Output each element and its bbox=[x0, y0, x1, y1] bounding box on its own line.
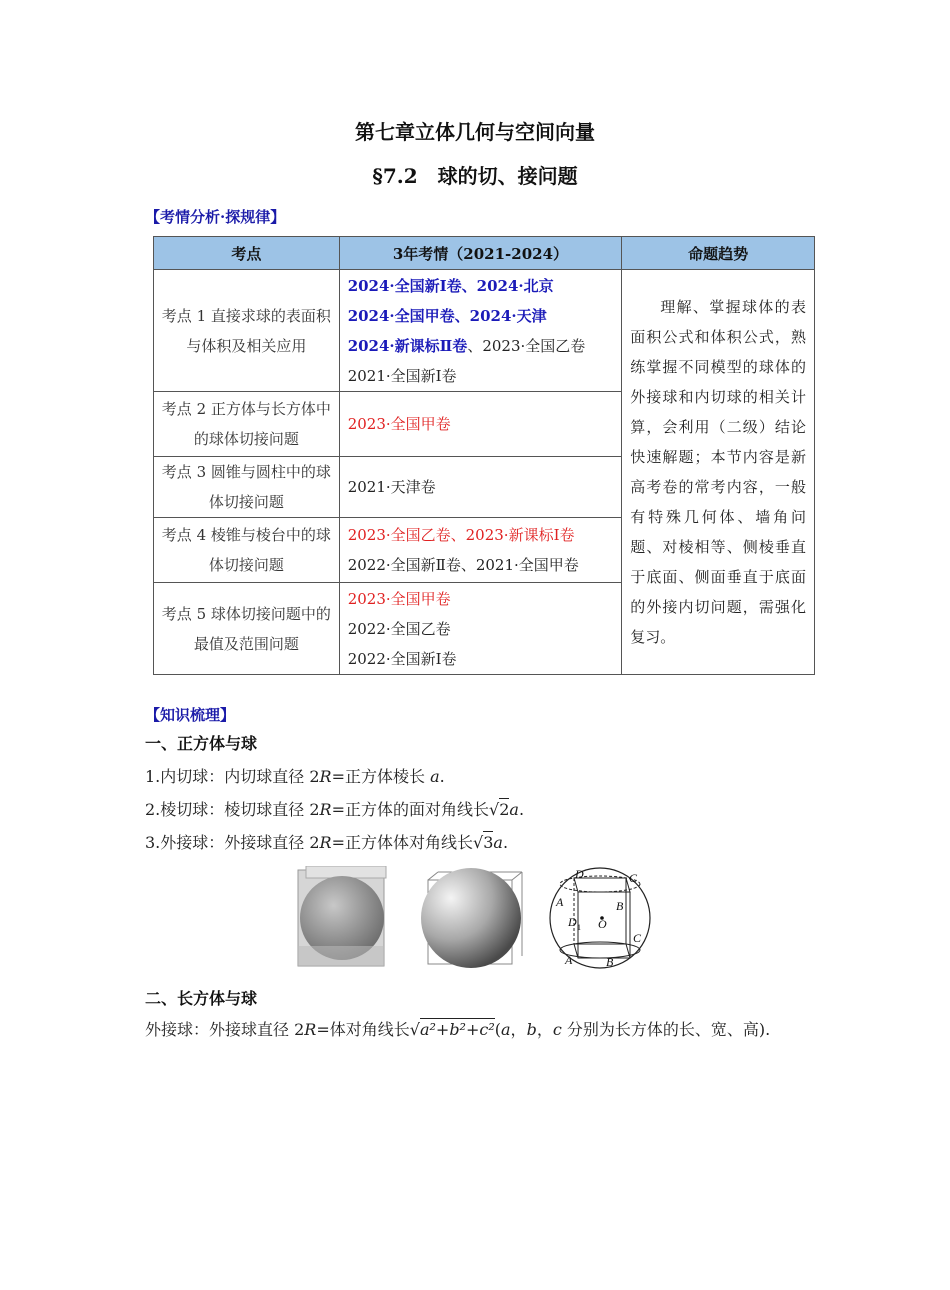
exam-cell bbox=[339, 270, 622, 392]
trend-text: 理解、掌握球体的表面积公式和体积公式，熟练掌握不同模型的球体的外接球和内切球的相关计算，会利用（二级）结论快速解题；本节内容是新高考卷的常考内容，一般有特殊几何体、墙角问题、对棱相等、侧棱垂直于底面、侧面垂直于底面的外接内切问题，需强化复习。 bbox=[630, 298, 806, 646]
cube-inscribed-line bbox=[145, 764, 445, 787]
cube-edge-sphere-line bbox=[145, 797, 524, 820]
table-row bbox=[154, 270, 815, 392]
exam-cell bbox=[339, 457, 622, 518]
radicand: 3 bbox=[483, 833, 494, 852]
label-C: C bbox=[633, 931, 642, 945]
period: . bbox=[439, 767, 445, 786]
kaodian-cell: 考点 1 直接求球的表面积与体积及相关应用 bbox=[154, 270, 340, 392]
text-segment: =正方体体对角线长 bbox=[331, 833, 474, 852]
label-B1: B bbox=[606, 955, 614, 969]
header-kaodian: 考点 bbox=[154, 237, 340, 270]
edge-sphere-figure bbox=[421, 868, 522, 968]
exam-table bbox=[153, 236, 815, 675]
text-segment: 3.外接球：外接球直径 2 bbox=[145, 833, 320, 852]
section-title: §7.2 球的切、接问题 bbox=[372, 164, 578, 188]
knowledge-label: 【知识梳理】 bbox=[145, 706, 236, 724]
label-A: A bbox=[556, 895, 564, 909]
cube-bottom-face bbox=[574, 944, 630, 958]
exam-line bbox=[348, 331, 614, 361]
var-R: R bbox=[304, 1020, 317, 1039]
var-a: a bbox=[509, 800, 519, 819]
var-c: c bbox=[552, 1020, 562, 1039]
exam-line-suffix: 、2023·全国乙卷 bbox=[467, 336, 586, 355]
circumscribed-sphere-figure bbox=[550, 867, 650, 969]
var-a: a bbox=[493, 833, 503, 852]
exam-line-bold: 2024·新课标Ⅱ卷 bbox=[347, 336, 468, 355]
exam-analysis-label: 【考情分析·探规律】 bbox=[145, 208, 286, 226]
kaodian-cell: 考点 3 圆锥与圆柱中的球体切接问题 bbox=[154, 457, 340, 518]
exam-line: 2024·全国新Ⅰ卷、2024·北京 bbox=[347, 276, 554, 295]
text-segment: =正方体棱长 bbox=[331, 767, 431, 786]
text-segment: =正方体的面对角线长 bbox=[331, 800, 490, 819]
cube-edge bbox=[512, 872, 522, 880]
exam-line: 2023·全国甲卷 bbox=[347, 589, 451, 608]
header-trend: 命题趋势 bbox=[622, 237, 815, 270]
label-D: D bbox=[568, 915, 577, 929]
table-header-row bbox=[154, 237, 815, 270]
cube-edge bbox=[428, 872, 438, 880]
period: . bbox=[518, 800, 525, 819]
radicand: 2 bbox=[499, 800, 510, 819]
exam-line: 2021·全国新Ⅰ卷 bbox=[347, 366, 457, 385]
var-b: b bbox=[526, 1020, 537, 1039]
label-sub: 1 bbox=[577, 923, 581, 932]
sqrt-icon: √ bbox=[409, 1020, 420, 1039]
sqrt-icon: √ bbox=[489, 800, 500, 819]
part1-heading: 一、正方体与球 bbox=[145, 734, 258, 753]
comma: ， bbox=[536, 1020, 553, 1039]
exam-line: 2023·全国乙卷、2023·新课标Ⅰ卷 bbox=[347, 526, 575, 544]
exam-line: 2022·全国乙卷 bbox=[347, 619, 451, 638]
exam-cell bbox=[339, 392, 622, 457]
kaodian-cell: 考点 5 球体切接问题中的最值及范围问题 bbox=[154, 583, 340, 675]
label-C1: C bbox=[629, 871, 638, 885]
comma: ， bbox=[510, 1020, 527, 1039]
chapter-title: 第七章立体几何与空间向量 bbox=[355, 120, 595, 144]
text-segment: 2.棱切球：棱切球直径 2 bbox=[145, 800, 320, 819]
cube-sphere-figures bbox=[296, 866, 656, 972]
part2-heading: 二、长方体与球 bbox=[145, 989, 258, 1008]
exam-cell bbox=[339, 518, 622, 583]
var-R: R bbox=[319, 767, 332, 786]
label-A1: A bbox=[565, 953, 573, 967]
cube-circumscribed-line bbox=[145, 830, 508, 853]
var-R: R bbox=[319, 800, 332, 819]
var-a: a bbox=[501, 1020, 511, 1039]
exam-line: 2022·全国新Ⅱ卷、2021·全国甲卷 bbox=[347, 556, 579, 574]
radicand: a²+b²+c² bbox=[419, 1020, 495, 1039]
header-kaoqing: 3年考情（2021-2024） bbox=[339, 237, 622, 270]
label-D1: D bbox=[575, 867, 584, 881]
exam-cell bbox=[339, 583, 622, 675]
text-segment: 分别为长方体的长、宽、 bbox=[561, 1020, 743, 1039]
label-O: O bbox=[598, 917, 607, 931]
period: . bbox=[502, 833, 509, 852]
paren: ( bbox=[494, 1020, 501, 1039]
var-R: R bbox=[319, 833, 332, 852]
exam-line: 2024·全国甲卷、2024·天津 bbox=[347, 306, 547, 325]
text-segment: 1.内切球：内切球直径 2 bbox=[145, 767, 320, 786]
text-segment: 高). bbox=[742, 1020, 771, 1039]
sphere bbox=[421, 868, 521, 968]
var-a: a bbox=[430, 767, 440, 786]
kaodian-cell: 考点 4 棱锥与棱台中的球体切接问题 bbox=[154, 518, 340, 583]
text-segment: 外接球：外接球直径 2 bbox=[145, 1020, 305, 1039]
kaodian-cell: 考点 2 正方体与长方体中的球体切接问题 bbox=[154, 392, 340, 457]
inscribed-sphere-figure bbox=[298, 866, 386, 966]
cuboid-circumscribed-text bbox=[145, 1012, 805, 1048]
text-segment: =体对角线长 bbox=[316, 1020, 410, 1039]
sqrt-icon: √ bbox=[473, 833, 484, 852]
cube-bottom bbox=[298, 946, 384, 966]
exam-line: 2023·全国甲卷 bbox=[347, 415, 451, 433]
trend-cell bbox=[622, 270, 815, 675]
label-B: B bbox=[616, 899, 624, 913]
exam-line: 2022·全国新Ⅰ卷 bbox=[347, 649, 457, 668]
exam-line: 2021·天津卷 bbox=[347, 478, 436, 496]
